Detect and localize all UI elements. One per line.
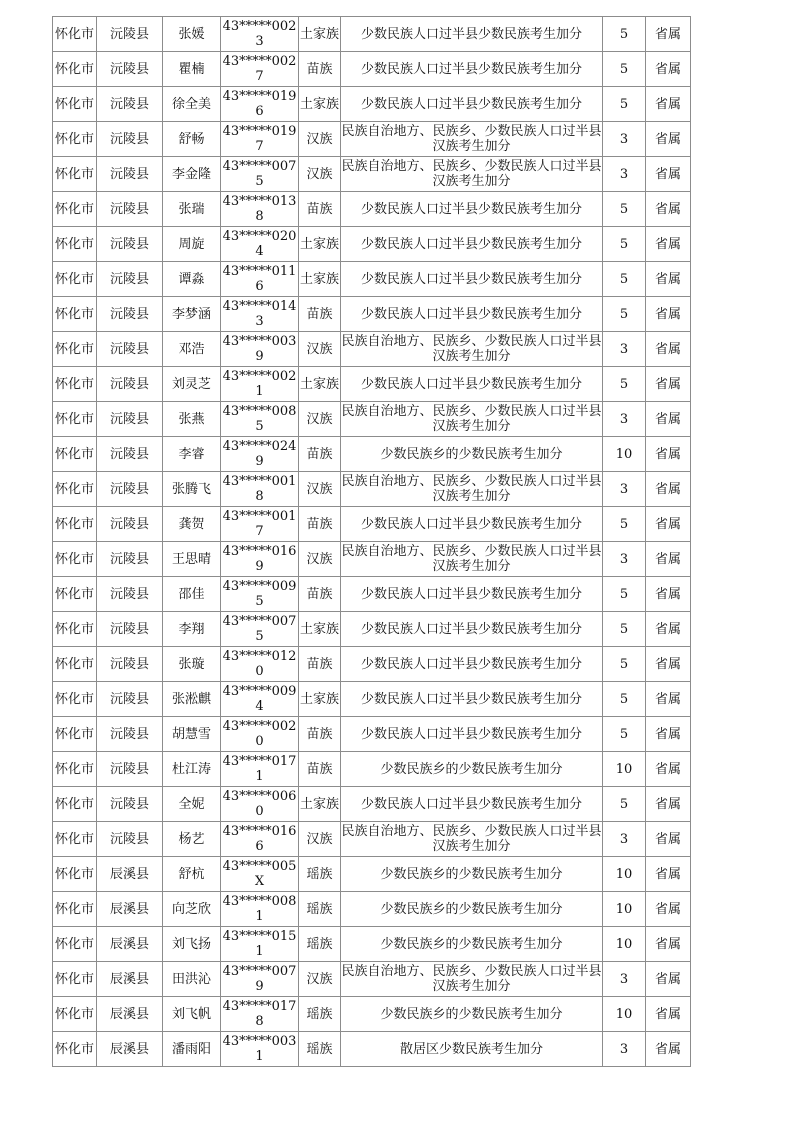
name-cell: 刘飞帆 [163, 997, 221, 1032]
city-cell: 怀化市 [53, 367, 97, 402]
level-cell: 省属 [646, 402, 691, 437]
id-number-cell: 43*****0204 [221, 227, 299, 262]
city-cell: 怀化市 [53, 17, 97, 52]
county-cell: 辰溪县 [97, 962, 163, 997]
county-cell: 沅陵县 [97, 682, 163, 717]
level-cell: 省属 [646, 1032, 691, 1067]
id-number-cell: 43*****0027 [221, 52, 299, 87]
county-cell: 辰溪县 [97, 857, 163, 892]
id-number-cell: 43*****0178 [221, 997, 299, 1032]
table-row [53, 157, 691, 192]
name-cell: 张燕 [163, 402, 221, 437]
level-cell: 省属 [646, 157, 691, 192]
table-row [53, 437, 691, 472]
bonus-points-cell: 5 [603, 297, 646, 332]
city-cell: 怀化市 [53, 787, 97, 822]
ethnicity-cell: 汉族 [299, 157, 341, 192]
id-number-cell: 43*****0023 [221, 17, 299, 52]
bonus-reason-cell: 少数民族人口过半县少数民族考生加分 [341, 717, 603, 752]
level-cell: 省属 [646, 892, 691, 927]
ethnicity-cell: 土家族 [299, 612, 341, 647]
level-cell: 省属 [646, 52, 691, 87]
bonus-reason-cell: 少数民族人口过半县少数民族考生加分 [341, 227, 603, 262]
name-cell: 李翔 [163, 612, 221, 647]
bonus-points-cell: 5 [603, 262, 646, 297]
table-row [53, 472, 691, 507]
county-cell: 辰溪县 [97, 997, 163, 1032]
level-cell: 省属 [646, 927, 691, 962]
city-cell: 怀化市 [53, 262, 97, 297]
bonus-points-cell: 5 [603, 227, 646, 262]
id-number-cell: 43*****0143 [221, 297, 299, 332]
table-row [53, 402, 691, 437]
bonus-reason-cell: 少数民族人口过半县少数民族考生加分 [341, 17, 603, 52]
bonus-points-cell: 10 [603, 752, 646, 787]
county-cell: 沅陵县 [97, 227, 163, 262]
level-cell: 省属 [646, 297, 691, 332]
name-cell: 向芝欣 [163, 892, 221, 927]
city-cell: 怀化市 [53, 962, 97, 997]
bonus-reason-cell: 少数民族人口过半县少数民族考生加分 [341, 787, 603, 822]
city-cell: 怀化市 [53, 752, 97, 787]
county-cell: 辰溪县 [97, 1032, 163, 1067]
county-cell: 沅陵县 [97, 577, 163, 612]
level-cell: 省属 [646, 122, 691, 157]
city-cell: 怀化市 [53, 857, 97, 892]
ethnicity-cell: 瑶族 [299, 892, 341, 927]
name-cell: 田洪沁 [163, 962, 221, 997]
name-cell: 龚贺 [163, 507, 221, 542]
bonus-reason-cell: 民族自治地方、民族乡、少数民族人口过半县汉族考生加分 [341, 542, 603, 577]
bonus-reason-cell: 少数民族人口过半县少数民族考生加分 [341, 367, 603, 402]
table-row [53, 332, 691, 367]
ethnicity-cell: 汉族 [299, 332, 341, 367]
bonus-points-cell: 5 [603, 367, 646, 402]
name-cell: 邓浩 [163, 332, 221, 367]
bonus-points-cell: 5 [603, 682, 646, 717]
level-cell: 省属 [646, 367, 691, 402]
bonus-reason-cell: 少数民族乡的少数民族考生加分 [341, 892, 603, 927]
ethnicity-cell: 苗族 [299, 752, 341, 787]
id-number-cell: 43*****0095 [221, 577, 299, 612]
name-cell: 谭淼 [163, 262, 221, 297]
bonus-reason-cell: 少数民族人口过半县少数民族考生加分 [341, 647, 603, 682]
county-cell: 沅陵县 [97, 157, 163, 192]
name-cell: 全妮 [163, 787, 221, 822]
table-row [53, 1032, 691, 1067]
bonus-reason-cell: 少数民族人口过半县少数民族考生加分 [341, 577, 603, 612]
id-number-cell: 43*****0120 [221, 647, 299, 682]
name-cell: 瞿楠 [163, 52, 221, 87]
level-cell: 省属 [646, 647, 691, 682]
bonus-reason-cell: 少数民族人口过半县少数民族考生加分 [341, 262, 603, 297]
level-cell: 省属 [646, 192, 691, 227]
table-row [53, 997, 691, 1032]
id-number-cell: 43*****0021 [221, 367, 299, 402]
table-row [53, 647, 691, 682]
bonus-reason-cell: 少数民族乡的少数民族考生加分 [341, 752, 603, 787]
county-cell: 沅陵县 [97, 367, 163, 402]
table-row [53, 962, 691, 997]
name-cell: 舒畅 [163, 122, 221, 157]
level-cell: 省属 [646, 17, 691, 52]
level-cell: 省属 [646, 682, 691, 717]
county-cell: 沅陵县 [97, 52, 163, 87]
id-number-cell: 43*****0085 [221, 402, 299, 437]
county-cell: 沅陵县 [97, 507, 163, 542]
ethnicity-cell: 土家族 [299, 262, 341, 297]
bonus-points-cell: 3 [603, 472, 646, 507]
name-cell: 李金隆 [163, 157, 221, 192]
id-number-cell: 43*****0039 [221, 332, 299, 367]
id-number-cell: 43*****0169 [221, 542, 299, 577]
bonus-reason-cell: 少数民族人口过半县少数民族考生加分 [341, 52, 603, 87]
bonus-reason-cell: 少数民族人口过半县少数民族考生加分 [341, 192, 603, 227]
city-cell: 怀化市 [53, 542, 97, 577]
name-cell: 刘灵芝 [163, 367, 221, 402]
id-number-cell: 43*****0196 [221, 87, 299, 122]
city-cell: 怀化市 [53, 437, 97, 472]
ethnicity-cell: 土家族 [299, 682, 341, 717]
level-cell: 省属 [646, 577, 691, 612]
ethnicity-cell: 苗族 [299, 717, 341, 752]
city-cell: 怀化市 [53, 717, 97, 752]
ethnicity-cell: 汉族 [299, 542, 341, 577]
city-cell: 怀化市 [53, 157, 97, 192]
bonus-reason-cell: 民族自治地方、民族乡、少数民族人口过半县汉族考生加分 [341, 157, 603, 192]
bonus-reason-cell: 少数民族乡的少数民族考生加分 [341, 857, 603, 892]
name-cell: 胡慧雪 [163, 717, 221, 752]
bonus-points-cell: 3 [603, 1032, 646, 1067]
table-row [53, 542, 691, 577]
city-cell: 怀化市 [53, 192, 97, 227]
bonus-reason-cell: 少数民族人口过半县少数民族考生加分 [341, 297, 603, 332]
table-row [53, 262, 691, 297]
id-number-cell: 43*****0166 [221, 822, 299, 857]
table-row [53, 787, 691, 822]
id-number-cell: 43*****0138 [221, 192, 299, 227]
id-number-cell: 43*****0094 [221, 682, 299, 717]
table-row [53, 87, 691, 122]
county-cell: 沅陵县 [97, 297, 163, 332]
city-cell: 怀化市 [53, 997, 97, 1032]
id-number-cell: 43*****0079 [221, 962, 299, 997]
county-cell: 辰溪县 [97, 927, 163, 962]
ethnicity-cell: 瑶族 [299, 927, 341, 962]
table-row [53, 822, 691, 857]
county-cell: 沅陵县 [97, 87, 163, 122]
bonus-points-table [52, 16, 691, 1067]
level-cell: 省属 [646, 717, 691, 752]
bonus-reason-cell: 散居区少数民族考生加分 [341, 1032, 603, 1067]
table-row [53, 297, 691, 332]
table-body [53, 17, 691, 1067]
table-row [53, 17, 691, 52]
level-cell: 省属 [646, 997, 691, 1032]
ethnicity-cell: 苗族 [299, 577, 341, 612]
level-cell: 省属 [646, 262, 691, 297]
ethnicity-cell: 汉族 [299, 822, 341, 857]
id-number-cell: 43*****0075 [221, 157, 299, 192]
city-cell: 怀化市 [53, 892, 97, 927]
name-cell: 刘飞扬 [163, 927, 221, 962]
bonus-points-cell: 3 [603, 402, 646, 437]
bonus-reason-cell: 民族自治地方、民族乡、少数民族人口过半县汉族考生加分 [341, 962, 603, 997]
id-number-cell: 43*****0197 [221, 122, 299, 157]
city-cell: 怀化市 [53, 472, 97, 507]
ethnicity-cell: 苗族 [299, 507, 341, 542]
city-cell: 怀化市 [53, 1032, 97, 1067]
table-row [53, 122, 691, 157]
bonus-points-cell: 5 [603, 192, 646, 227]
level-cell: 省属 [646, 542, 691, 577]
ethnicity-cell: 汉族 [299, 472, 341, 507]
id-number-cell: 43*****0075 [221, 612, 299, 647]
county-cell: 沅陵县 [97, 717, 163, 752]
city-cell: 怀化市 [53, 52, 97, 87]
id-number-cell: 43*****005X [221, 857, 299, 892]
level-cell: 省属 [646, 787, 691, 822]
name-cell: 王思晴 [163, 542, 221, 577]
table-row [53, 682, 691, 717]
name-cell: 周旋 [163, 227, 221, 262]
bonus-reason-cell: 民族自治地方、民族乡、少数民族人口过半县汉族考生加分 [341, 122, 603, 157]
bonus-points-cell: 5 [603, 647, 646, 682]
ethnicity-cell: 土家族 [299, 787, 341, 822]
level-cell: 省属 [646, 822, 691, 857]
bonus-points-cell: 10 [603, 997, 646, 1032]
bonus-points-cell: 5 [603, 717, 646, 752]
bonus-reason-cell: 民族自治地方、民族乡、少数民族人口过半县汉族考生加分 [341, 822, 603, 857]
name-cell: 徐全美 [163, 87, 221, 122]
bonus-reason-cell: 民族自治地方、民族乡、少数民族人口过半县汉族考生加分 [341, 332, 603, 367]
city-cell: 怀化市 [53, 332, 97, 367]
bonus-reason-cell: 少数民族乡的少数民族考生加分 [341, 437, 603, 472]
name-cell: 李睿 [163, 437, 221, 472]
name-cell: 李梦涵 [163, 297, 221, 332]
county-cell: 沅陵县 [97, 647, 163, 682]
table-row [53, 507, 691, 542]
table-row [53, 227, 691, 262]
level-cell: 省属 [646, 857, 691, 892]
bonus-reason-cell: 少数民族人口过半县少数民族考生加分 [341, 612, 603, 647]
bonus-reason-cell: 民族自治地方、民族乡、少数民族人口过半县汉族考生加分 [341, 472, 603, 507]
ethnicity-cell: 苗族 [299, 52, 341, 87]
level-cell: 省属 [646, 87, 691, 122]
ethnicity-cell: 苗族 [299, 192, 341, 227]
ethnicity-cell: 土家族 [299, 87, 341, 122]
bonus-points-cell: 3 [603, 542, 646, 577]
city-cell: 怀化市 [53, 682, 97, 717]
table-row [53, 857, 691, 892]
id-number-cell: 43*****0249 [221, 437, 299, 472]
bonus-points-cell: 5 [603, 87, 646, 122]
name-cell: 舒杭 [163, 857, 221, 892]
county-cell: 沅陵县 [97, 262, 163, 297]
county-cell: 沅陵县 [97, 822, 163, 857]
id-number-cell: 43*****0060 [221, 787, 299, 822]
id-number-cell: 43*****0031 [221, 1032, 299, 1067]
table-row [53, 192, 691, 227]
county-cell: 沅陵县 [97, 402, 163, 437]
ethnicity-cell: 土家族 [299, 367, 341, 402]
level-cell: 省属 [646, 227, 691, 262]
ethnicity-cell: 瑶族 [299, 1032, 341, 1067]
name-cell: 张媛 [163, 17, 221, 52]
county-cell: 沅陵县 [97, 192, 163, 227]
id-number-cell: 43*****0116 [221, 262, 299, 297]
bonus-points-cell: 3 [603, 332, 646, 367]
level-cell: 省属 [646, 612, 691, 647]
ethnicity-cell: 汉族 [299, 402, 341, 437]
county-cell: 沅陵县 [97, 787, 163, 822]
city-cell: 怀化市 [53, 927, 97, 962]
bonus-reason-cell: 少数民族人口过半县少数民族考生加分 [341, 507, 603, 542]
county-cell: 沅陵县 [97, 542, 163, 577]
bonus-points-cell: 5 [603, 787, 646, 822]
county-cell: 沅陵县 [97, 472, 163, 507]
level-cell: 省属 [646, 507, 691, 542]
name-cell: 张腾飞 [163, 472, 221, 507]
bonus-points-cell: 10 [603, 437, 646, 472]
level-cell: 省属 [646, 437, 691, 472]
table-row [53, 612, 691, 647]
bonus-reason-cell: 民族自治地方、民族乡、少数民族人口过半县汉族考生加分 [341, 402, 603, 437]
city-cell: 怀化市 [53, 227, 97, 262]
bonus-points-cell: 3 [603, 822, 646, 857]
ethnicity-cell: 土家族 [299, 227, 341, 262]
ethnicity-cell: 瑶族 [299, 857, 341, 892]
id-number-cell: 43*****0151 [221, 927, 299, 962]
id-number-cell: 43*****0081 [221, 892, 299, 927]
name-cell: 杨艺 [163, 822, 221, 857]
name-cell: 杜江涛 [163, 752, 221, 787]
city-cell: 怀化市 [53, 507, 97, 542]
bonus-points-cell: 3 [603, 962, 646, 997]
bonus-points-cell: 5 [603, 17, 646, 52]
county-cell: 沅陵县 [97, 17, 163, 52]
name-cell: 潘雨阳 [163, 1032, 221, 1067]
city-cell: 怀化市 [53, 297, 97, 332]
city-cell: 怀化市 [53, 402, 97, 437]
name-cell: 张瑞 [163, 192, 221, 227]
level-cell: 省属 [646, 472, 691, 507]
table-row [53, 52, 691, 87]
name-cell: 张淞麒 [163, 682, 221, 717]
table-row [53, 752, 691, 787]
level-cell: 省属 [646, 332, 691, 367]
level-cell: 省属 [646, 752, 691, 787]
table-row [53, 577, 691, 612]
name-cell: 邵佳 [163, 577, 221, 612]
id-number-cell: 43*****0020 [221, 717, 299, 752]
bonus-reason-cell: 少数民族乡的少数民族考生加分 [341, 997, 603, 1032]
ethnicity-cell: 土家族 [299, 17, 341, 52]
county-cell: 沅陵县 [97, 332, 163, 367]
city-cell: 怀化市 [53, 87, 97, 122]
table-row [53, 892, 691, 927]
ethnicity-cell: 苗族 [299, 647, 341, 682]
county-cell: 辰溪县 [97, 892, 163, 927]
city-cell: 怀化市 [53, 612, 97, 647]
bonus-points-cell: 5 [603, 577, 646, 612]
ethnicity-cell: 苗族 [299, 297, 341, 332]
bonus-points-cell: 10 [603, 892, 646, 927]
id-number-cell: 43*****0017 [221, 507, 299, 542]
name-cell: 张璇 [163, 647, 221, 682]
county-cell: 沅陵县 [97, 122, 163, 157]
level-cell: 省属 [646, 962, 691, 997]
bonus-points-cell: 5 [603, 612, 646, 647]
city-cell: 怀化市 [53, 647, 97, 682]
bonus-points-cell: 10 [603, 927, 646, 962]
table-row [53, 927, 691, 962]
table-row [53, 367, 691, 402]
bonus-reason-cell: 少数民族乡的少数民族考生加分 [341, 927, 603, 962]
ethnicity-cell: 瑶族 [299, 997, 341, 1032]
city-cell: 怀化市 [53, 577, 97, 612]
id-number-cell: 43*****0018 [221, 472, 299, 507]
ethnicity-cell: 汉族 [299, 962, 341, 997]
bonus-points-cell: 5 [603, 52, 646, 87]
city-cell: 怀化市 [53, 122, 97, 157]
city-cell: 怀化市 [53, 822, 97, 857]
county-cell: 沅陵县 [97, 612, 163, 647]
ethnicity-cell: 苗族 [299, 437, 341, 472]
id-number-cell: 43*****0171 [221, 752, 299, 787]
county-cell: 沅陵县 [97, 752, 163, 787]
bonus-points-cell: 10 [603, 857, 646, 892]
bonus-reason-cell: 少数民族人口过半县少数民族考生加分 [341, 682, 603, 717]
county-cell: 沅陵县 [97, 437, 163, 472]
bonus-points-cell: 3 [603, 157, 646, 192]
bonus-reason-cell: 少数民族人口过半县少数民族考生加分 [341, 87, 603, 122]
bonus-points-cell: 3 [603, 122, 646, 157]
bonus-points-cell: 5 [603, 507, 646, 542]
ethnicity-cell: 汉族 [299, 122, 341, 157]
table-row [53, 717, 691, 752]
